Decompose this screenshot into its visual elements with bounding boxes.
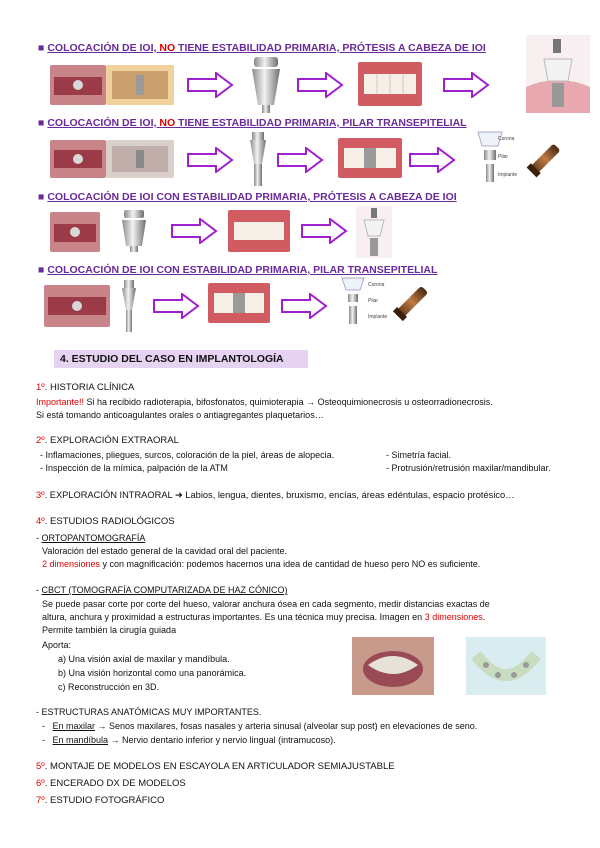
bullet-icon: ■	[38, 117, 45, 129]
s2-heading: 2º. EXPLORACIÓN EXTRAORAL	[36, 435, 179, 446]
implant-x-ray-photo	[106, 65, 174, 105]
aporta-b: b) Una visión horizontal como una panorámica.	[58, 668, 247, 678]
transepithelial-abutment-image	[118, 278, 140, 334]
crowns-photo	[338, 138, 402, 178]
row4-heading: ■ COLOCACIÓN DE IOI CON ESTABILIDAD PRIMARIA, PILAR TRANSEPITELIAL	[38, 264, 438, 276]
estructuras-heading: - ESTRUCTURAS ANATÓMICAS MUY IMPORTANTES.	[36, 707, 262, 717]
s2-left-1: - Inflamaciones, pliegues, surcos, coloración de la piel, áreas de alopecia.	[40, 450, 335, 460]
screw-image	[524, 138, 566, 180]
surgery-photo	[44, 285, 110, 327]
arrow-icon	[186, 147, 234, 173]
orto-heading: - ORTOPANTOMOGRAFÍA	[36, 533, 146, 543]
row1-heading: ■ COLOCACIÓN DE IOI, NO TIENE ESTABILIDAD PRIMARIA, PRÓTESIS A CABEZA DE IOI	[38, 42, 486, 54]
bullet-icon: ■	[38, 191, 45, 203]
implant-x-ray-photo	[106, 140, 174, 178]
surgery-photo	[50, 140, 106, 178]
corona-label: Corona	[368, 282, 385, 288]
implant-crown-diagram	[356, 206, 392, 258]
estructuras-mandibula: - En mandíbula → Nervio dentario inferior y nervio lingual (intramucoso).	[42, 735, 336, 745]
orto-line2: 2 dimensiones y con magnificación: podemos hacernos una idea de cantidad de hueso pero NO es suficiente.	[42, 559, 481, 569]
aporta-label: Aporta:	[42, 640, 72, 650]
pilar-label: Pilar	[368, 298, 379, 304]
s7-line: 7º. ESTUDIO FOTOGRÁFICO	[36, 795, 165, 806]
crowns-photo	[208, 283, 270, 323]
arrow-icon	[170, 218, 218, 244]
surgery-photo	[50, 65, 106, 105]
s6-line: 6º. ENCERADO DX DE MODELOS	[36, 778, 186, 789]
s1-line2: Si está tomando anticoagulantes orales o antiagregantes plaquetarios…	[36, 410, 324, 420]
bullet-icon: ■	[38, 264, 45, 276]
s3-line: 3º. EXPLORACIÓN INTRAORAL ➜ Labios, lengua, dientes, bruxismo, encías, áreas edéntulas, espacio protésico…	[36, 490, 515, 500]
crowns-photo	[228, 210, 290, 252]
s5-line: 5º. MONTAJE DE MODELOS EN ESCAYOLA EN ARTICULADOR SEMIAJUSTABLE	[36, 761, 395, 772]
aporta-a: a) Una visión axial de maxilar y mandíbula.	[58, 654, 230, 664]
row3-heading: ■ COLOCACIÓN DE IOI CON ESTABILIDAD PRIMARIA, PRÓTESIS A CABEZA DE IOI	[38, 191, 457, 203]
estructuras-maxilar: - En maxilar → Senos maxilares, fosas nasales y arteria sinusal (alveolar sup post) en elevaciones de seno.	[42, 721, 478, 731]
cbct-line2: altura, anchura y proximidad a estructuras importantes. Es una técnica muy precisa. Imagen en 3 dimensiones.	[42, 612, 486, 622]
cbct-line3: Permite también la cirugía guiada	[42, 625, 177, 635]
screw-image	[390, 280, 434, 324]
arrow-icon	[442, 72, 490, 98]
arrow-icon	[186, 72, 234, 98]
s2-left-2: - Inspección de la mímica, palpación de la ATM	[40, 463, 228, 473]
aporta-c: c) Reconstrucción en 3D.	[58, 682, 160, 692]
s2-right-2: - Protrusión/retrusión maxilar/mandibular.	[386, 463, 551, 473]
cbct-line1: Se puede pasar corte por corte del hueso, valorar anchura ósea en cada segmento, medir distancias exactas de	[42, 599, 490, 609]
implante-label: Implante	[498, 172, 518, 178]
arrow-icon	[296, 72, 344, 98]
row2-heading: ■ COLOCACIÓN DE IOI, NO TIENE ESTABILIDAD PRIMARIA, PILAR TRANSEPITELIAL	[38, 117, 467, 129]
corona-label: Corona	[498, 136, 515, 142]
surgical-guide-photo	[466, 637, 546, 695]
orto-line1: Valoración del estado general de la cavidad oral del paciente.	[42, 546, 287, 556]
section-title: 4. ESTUDIO DEL CASO EN IMPLANTOLOGÍA	[54, 350, 308, 368]
s1-line1: Importante!! Si ha recibido radioterapia, bifosfonatos, quimioterapia → Osteoquimionecrosis u osteorradionecrosis.	[36, 397, 493, 407]
implant-crown-diagram	[526, 35, 590, 113]
abutment-image	[246, 55, 286, 115]
s4-heading: 4º. ESTUDIOS RADIOLÓGICOS	[36, 516, 175, 527]
arrow-icon	[408, 147, 456, 173]
implant-parts-diagram	[340, 276, 366, 328]
surgery-photo	[50, 212, 100, 252]
s2-right-1: - Simetría facial.	[386, 450, 452, 460]
crowns-photo	[358, 62, 422, 106]
cbct-heading: - CBCT (TOMOGRAFÍA COMPUTARIZADA DE HAZ CÓNICO)	[36, 585, 288, 595]
transepithelial-abutment-image	[246, 130, 270, 188]
arrow-icon	[276, 147, 324, 173]
s1-heading: 1º. HISTORIA CLÍNICA	[36, 382, 135, 393]
arrow-icon	[152, 293, 200, 319]
arrow-icon	[300, 218, 348, 244]
abutment-image	[116, 208, 152, 254]
bullet-icon: ■	[38, 42, 45, 54]
arrow-icon	[280, 293, 328, 319]
implante-label: Implante	[368, 314, 388, 320]
guided-surgery-photo	[352, 637, 434, 695]
pilar-label: Pilar	[498, 154, 509, 160]
